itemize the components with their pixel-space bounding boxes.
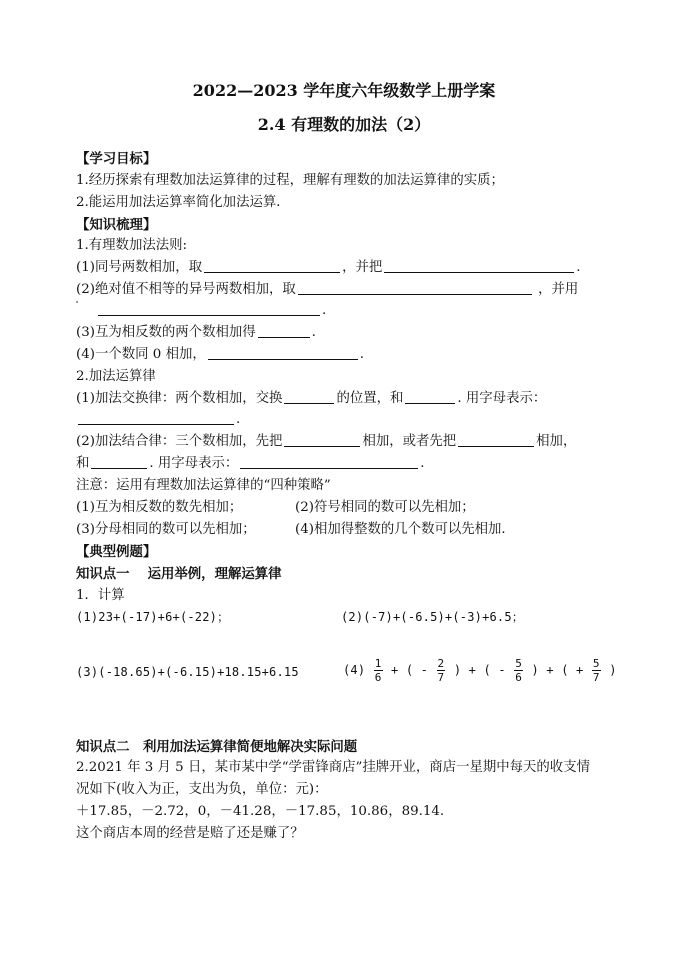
law-2: (2)加法结合律：三个数相加，先把 相加，或者先把 相加，	[76, 434, 577, 449]
law-1: (1)加法交换律：两个数相加，交换 的位置，和 . 用字母表示：	[76, 391, 547, 406]
examples-heading: 【典型例题】	[76, 544, 157, 560]
answer-blank[interactable]	[405, 390, 455, 404]
rule-3: (3)互为相反数的两个数相加得 .	[76, 325, 316, 340]
answer-blank[interactable]	[258, 324, 310, 338]
answer-blank[interactable]	[208, 346, 358, 360]
fraction: $\frac{5}{7}$	[592, 657, 600, 684]
law-2-cont: 和 . 用字母表示： .	[76, 456, 425, 471]
question-2-text: 况如下(收入为正，支出为负，单位：元)：	[76, 782, 328, 797]
answer-blank[interactable]	[91, 455, 147, 469]
strategy-item: (3)分母相同的数可以先相加；	[76, 522, 256, 537]
question-1-part-4: (4) $\frac{1}{6}$ + ( - $\frac{2}{7}$ ) + ( - $\frac{5}{6}$ ) + ( + $\frac{5}{7}$ )	[343, 657, 617, 684]
strategy-item: (2)符号相同的数可以先相加；	[295, 500, 475, 515]
answer-blank[interactable]	[384, 259, 574, 273]
answer-blank[interactable]	[458, 433, 534, 447]
answer-blank[interactable]	[284, 390, 334, 404]
rule-1: (1)同号两数相加，取 ，并把 .	[76, 260, 581, 275]
objective-item: 1.经历探索有理数加法运算律的过程，理解有理数的加法运算律的实质；	[76, 173, 504, 188]
review-heading: 【知识梳理】	[76, 217, 157, 233]
page-subtitle: 2.4 有理数的加法（2）	[257, 115, 431, 134]
objectives-heading: 【学习目标】	[76, 151, 157, 167]
knowledge-point-2: 知识点二 利用加法运算律简便地解决实际问题	[76, 739, 358, 755]
objective-item: 2.能运用加法运算率简化加法运算．	[76, 195, 290, 210]
question-2-text: 2.2021 年 3 月 5 日，某市某中学“学雷锋商店”挂牌开业，商店一星期中每天的收支情	[76, 760, 590, 775]
answer-blank[interactable]	[284, 433, 360, 447]
rule-2-cont: .	[96, 302, 326, 320]
strategy-item: (4)相加得整数的几个数可以先相加．	[295, 522, 515, 537]
question-1-part-1: (1)23+(-17)+6+(-22)；	[76, 610, 230, 624]
question-1-title: 1．计算	[76, 588, 125, 603]
fraction: $\frac{1}{6}$	[374, 657, 382, 684]
answer-blank[interactable]	[78, 411, 234, 425]
question-1-part-2: (2)(-7)+(-6.5)+(-3)+6.5；	[341, 610, 524, 624]
knowledge-point-1: 知识点一 运用举例，理解运算律	[76, 566, 282, 582]
note-text: 注意：运用有理数加法运算律的“四种策略”	[76, 478, 331, 493]
answer-blank[interactable]	[98, 302, 320, 316]
question-1-part-3: (3)(-18.65)+(-6.15)+18.15+6.15	[76, 665, 299, 679]
law-title: 2.加法运算律	[76, 369, 156, 384]
law-1-cont: .	[76, 411, 240, 429]
fraction: $\frac{5}{6}$	[515, 657, 523, 684]
fraction: $\frac{2}{7}$	[437, 657, 445, 684]
answer-blank[interactable]	[240, 455, 418, 469]
question-2-values: ＋17.85，－2.72，0，－41.28，－17.85，10.86，89.14.	[76, 804, 445, 819]
rule-title: 1.有理数加法法则:	[76, 238, 188, 253]
answer-blank[interactable]	[204, 259, 340, 273]
answer-blank[interactable]	[298, 281, 532, 295]
page-title: 2022—2023 学年度六年级数学上册学案	[192, 81, 496, 100]
rule-2: (2)绝对值不相等的异号两数相加，取 ，并用	[76, 282, 579, 297]
stray-dot	[76, 301, 78, 303]
rule-4: (4)一个数同 0 相加， .	[76, 347, 364, 362]
strategy-item: (1)互为相反数的数先相加；	[76, 500, 243, 515]
question-2-question: 这个商店本周的经营是赔了还是赚了？	[76, 826, 304, 841]
